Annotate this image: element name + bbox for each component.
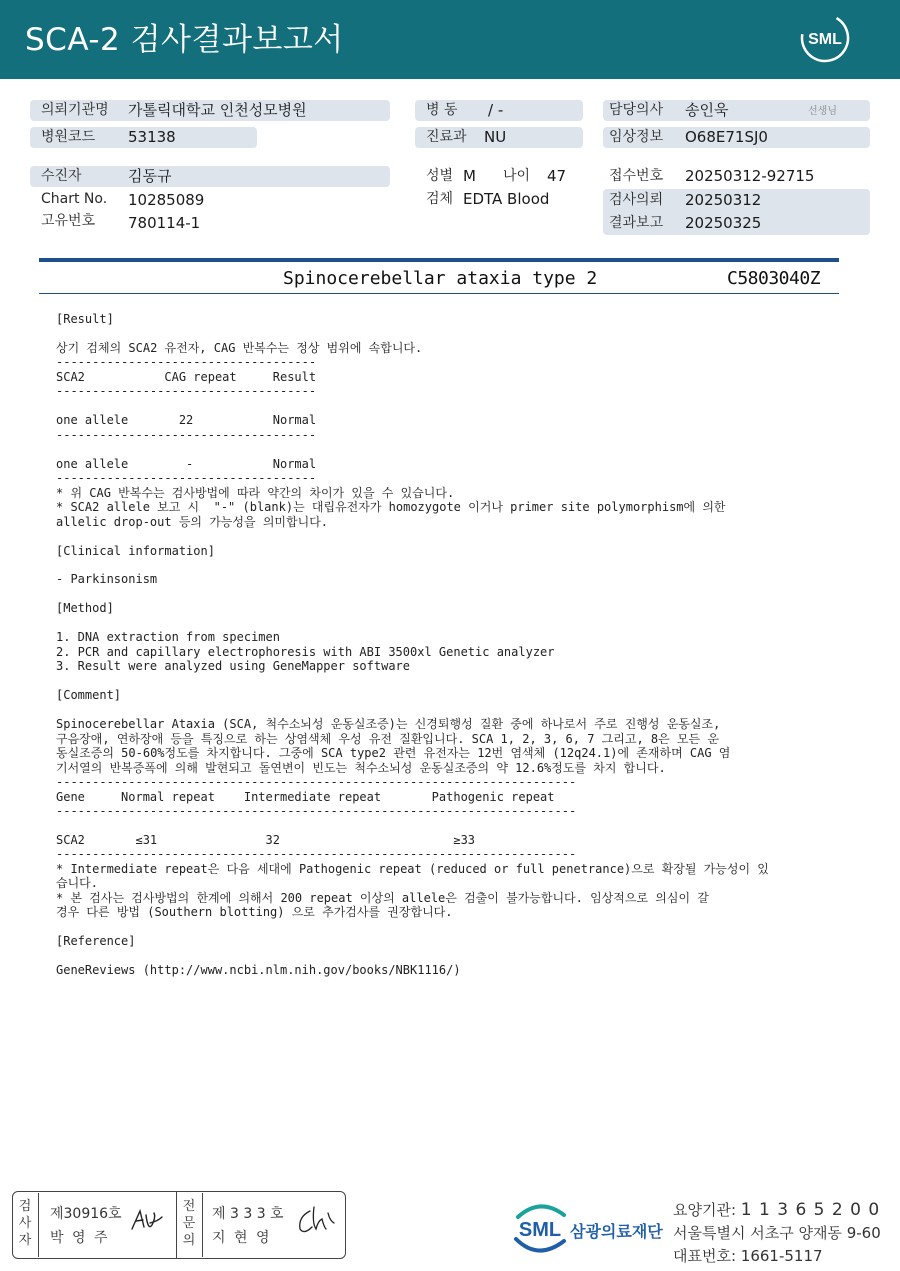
report-line: * SCA2 allele 보고 시 "-" (blank)는 대립유전자가 homozygote 이거나 primer site polymorphism에 의한 <box>56 500 726 515</box>
institution-label: 의뢰기관명 <box>41 102 109 118</box>
chart-label: Chart No. <box>41 191 108 207</box>
report-line: - Parkinsonism <box>56 572 158 587</box>
specialist-name: 지 현 영 <box>212 1230 272 1246</box>
specialist-number: 제 3 3 3 호 <box>212 1206 284 1222</box>
report-line: ------------------------------------------------------------------------ <box>56 775 577 790</box>
report-line: 3. Result were analyzed using GeneMapper software <box>56 659 411 674</box>
report-line: 2. PCR and capillary electrophoresis with ABI 3500xl Genetic analyzer <box>56 644 555 659</box>
institution-value: 가톨릭대학교 인천성모병원 <box>128 101 307 119</box>
report-line: ------------------------------------ <box>56 384 317 399</box>
report-line: [Comment] <box>56 688 122 703</box>
address: 서울특별시 서초구 양재동 9-60 <box>673 1224 881 1242</box>
report-line: 기서열의 반복증폭에 의해 발현되고 돌연변이 빈도는 척수소뇌성 운동실조증의 약 12.6%정도를 차지 합니다. <box>56 760 666 775</box>
report-line: 구음장애, 연하장애 등을 특징으로 하는 상염색체 우성 유전 질환입니다. SCA 1, 2, 3, 6, 7 그리고, 8은 모든 운 <box>56 731 719 746</box>
report-line: * Intermediate repeat은 다음 세대에 Pathogenic repeat (reduced or full penetrance)으로 확장될 가능성이 있 <box>56 861 769 876</box>
examiner-signature-icon <box>128 1205 164 1235</box>
report-line: 상기 검체의 SCA2 유전자, CAG 반복수는 정상 범위에 속합니다. <box>56 340 423 355</box>
report-line: [Result] <box>56 312 114 326</box>
ward-value: / - <box>488 101 504 119</box>
report-line: one allele - Normal <box>56 456 317 471</box>
request-label: 검사의뢰 <box>609 192 664 208</box>
svg-text:SML: SML <box>518 1219 562 1241</box>
report-line: * 위 CAG 반복수는 검사방법에 따라 약간의 차이가 있을 수 있습니다. <box>56 485 455 500</box>
report-label: 결과보고 <box>609 215 664 231</box>
age-value: 47 <box>547 167 567 185</box>
ward-label: 병 동 <box>426 102 458 118</box>
request-value: 20250312 <box>685 191 762 209</box>
report-line: ------------------------------------------------------------------------ <box>56 847 577 862</box>
report-line: 동실조증의 50-60%정도를 차지합니다. 그중에 SCA type2 관련 유전자는 12번 염색체 (12q24.1)에 존재하며 CAG 염 <box>56 746 731 761</box>
doctor-value: 송인욱 <box>685 101 729 119</box>
report-line: 습니다. <box>56 876 99 891</box>
page-title: SCA-2 검사결과보고서 <box>25 22 344 58</box>
specialist-vertical-label: 전 문 의 <box>182 1199 196 1248</box>
sml-footer-logo-icon <box>508 1199 572 1257</box>
report-line: [Method] <box>56 601 114 616</box>
unique-value: 780114-1 <box>128 214 201 232</box>
sex-value: M <box>463 167 476 185</box>
report-value: 20250325 <box>685 214 762 232</box>
sex-label: 성별 <box>426 168 454 184</box>
report-line: Gene Normal repeat Intermediate repeat Pathogenic repeat <box>56 789 555 804</box>
dept-value: NU <box>484 128 507 146</box>
dept-label: 진료과 <box>426 129 467 145</box>
svg-text:SML: SML <box>808 31 842 48</box>
examiner-number: 제30916호 <box>50 1206 122 1222</box>
care-code: 요양기관: 1 1 3 6 5 2 0 0 <box>673 1200 881 1220</box>
report-line: ------------------------------------------------------------------------ <box>56 803 577 818</box>
report-line: * 본 검사는 검사방법의 한계에 의해서 200 repeat 이상의 allele은 검출이 불가능합니다. 임상적으로 의심이 갈 <box>56 890 709 905</box>
report-line: SCA2 CAG repeat Result <box>56 369 317 384</box>
report-line: [Reference] <box>56 934 136 949</box>
examiner-vertical-label: 검 사 자 <box>18 1199 32 1248</box>
patient-value: 김동규 <box>128 167 172 185</box>
report-line: [Clinical information] <box>56 543 215 558</box>
age-label: 나이 <box>503 168 531 184</box>
report-line: ------------------------------------ <box>56 355 317 370</box>
specimen-value: EDTA Blood <box>463 190 550 208</box>
test-title: Spinocerebellar ataxia type 2 <box>283 268 598 289</box>
specimen-label: 검체 <box>426 191 454 207</box>
report-line: 경우 다른 방법 (Southern blotting) 으로 추가검사를 권장합니다. <box>56 905 453 920</box>
report-line: ------------------------------------ <box>56 471 317 486</box>
hospital-code-value: 53138 <box>128 128 176 146</box>
report-line: SCA2 ≤31 32 ≥33 <box>56 832 476 847</box>
specialist-signature-icon <box>294 1203 336 1239</box>
examiner-name: 박 영 주 <box>50 1230 110 1246</box>
report-line: 1. DNA extraction from specimen <box>56 630 280 645</box>
receipt-value: 20250312-92715 <box>685 167 815 185</box>
clinical-label: 임상정보 <box>609 129 664 145</box>
report-line: GeneReviews (http://www.ncbi.nlm.nih.gov/books/NBK1116/) <box>56 963 461 978</box>
patient-label: 수진자 <box>41 168 82 184</box>
doctor-suffix: 선생님 <box>808 106 837 117</box>
report-line: Spinocerebellar Ataxia (SCA, 척수소뇌성 운동실조증)는 신경퇴행성 질환 중에 하나로서 주로 진행성 운동실조, <box>56 717 721 732</box>
chart-value: 10285089 <box>128 191 205 209</box>
hospital-code-label: 병원코드 <box>41 129 96 145</box>
test-code: C5803040Z <box>727 268 821 289</box>
phone: 대표번호: 1661-5117 <box>673 1247 823 1265</box>
report-line: allelic drop-out 등의 가능성을 의미합니다. <box>56 514 329 529</box>
title-rule-top <box>39 258 839 262</box>
doctor-label: 담당의사 <box>609 102 664 118</box>
receipt-label: 접수번호 <box>609 168 664 184</box>
report-line: ------------------------------------ <box>56 427 317 442</box>
sml-logo-icon <box>800 13 850 63</box>
unique-label: 고유번호 <box>41 213 96 229</box>
clinical-value: O68E71SJ0 <box>685 128 768 146</box>
title-rule-bottom <box>39 293 839 294</box>
org-name: 삼광의료재단 <box>570 1222 663 1241</box>
report-line: one allele 22 Normal <box>56 413 317 428</box>
